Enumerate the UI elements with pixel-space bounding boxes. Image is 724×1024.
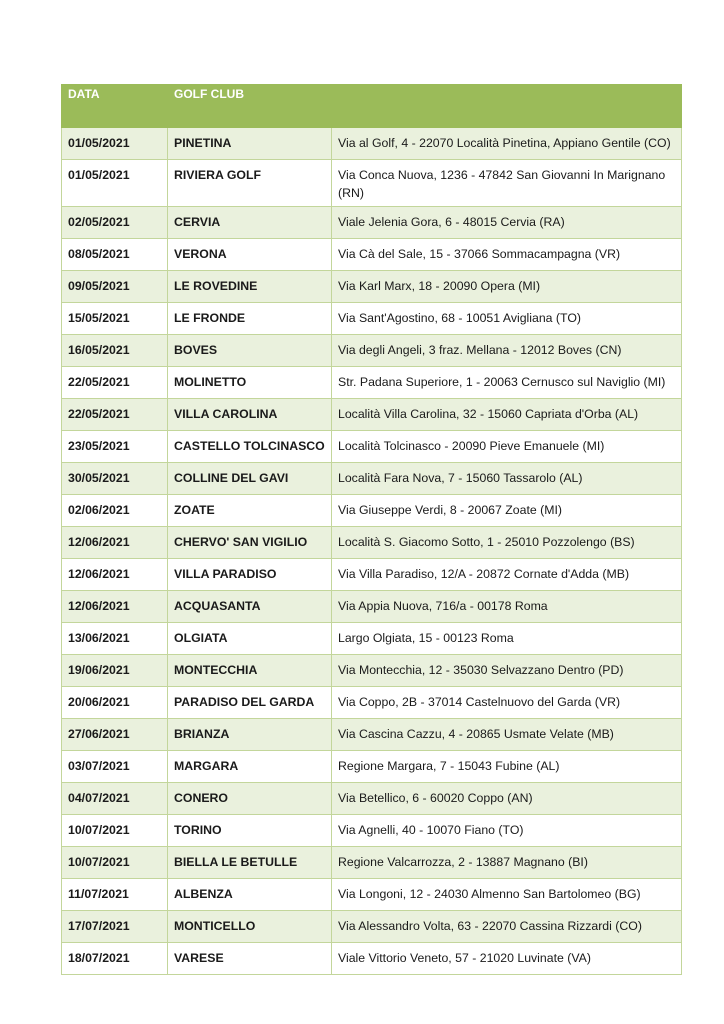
address-cell: Via Conca Nuova, 1236 - 47842 San Giovanni In Marignano (RN) bbox=[332, 160, 682, 207]
club-cell: ALBENZA bbox=[168, 879, 332, 911]
club-cell: VARESE bbox=[168, 943, 332, 975]
date-cell: 27/06/2021 bbox=[62, 719, 168, 751]
date-cell: 19/06/2021 bbox=[62, 655, 168, 687]
club-cell: BIELLA LE BETULLE bbox=[168, 847, 332, 879]
address-cell: Via Cascina Cazzu, 4 - 20865 Usmate Velate (MB) bbox=[332, 719, 682, 751]
date-cell: 04/07/2021 bbox=[62, 783, 168, 815]
address-cell: Località Tolcinasco - 20090 Pieve Emanuele (MI) bbox=[332, 431, 682, 463]
club-cell: PARADISO DEL GARDA bbox=[168, 687, 332, 719]
date-cell: 11/07/2021 bbox=[62, 879, 168, 911]
table-row bbox=[62, 335, 682, 367]
club-cell: VILLA CAROLINA bbox=[168, 399, 332, 431]
table-row bbox=[62, 911, 682, 943]
table-row bbox=[62, 271, 682, 303]
table-row bbox=[62, 160, 682, 207]
table-row bbox=[62, 128, 682, 160]
address-cell: Str. Padana Superiore, 1 - 20063 Cernusco sul Naviglio (MI) bbox=[332, 367, 682, 399]
club-cell: MARGARA bbox=[168, 751, 332, 783]
date-cell: 12/06/2021 bbox=[62, 591, 168, 623]
table-row bbox=[62, 207, 682, 239]
date-cell: 10/07/2021 bbox=[62, 847, 168, 879]
golf-schedule-table bbox=[61, 84, 682, 975]
club-cell: MOLINETTO bbox=[168, 367, 332, 399]
date-cell: 23/05/2021 bbox=[62, 431, 168, 463]
table-row bbox=[62, 783, 682, 815]
club-cell: CERVIA bbox=[168, 207, 332, 239]
address-cell: Viale Jelenia Gora, 6 - 48015 Cervia (RA) bbox=[332, 207, 682, 239]
date-cell: 02/05/2021 bbox=[62, 207, 168, 239]
address-cell: Via Montecchia, 12 - 35030 Selvazzano Dentro (PD) bbox=[332, 655, 682, 687]
club-cell: ACQUASANTA bbox=[168, 591, 332, 623]
club-cell: CONERO bbox=[168, 783, 332, 815]
date-cell: 15/05/2021 bbox=[62, 303, 168, 335]
table-row bbox=[62, 815, 682, 847]
club-cell: MONTICELLO bbox=[168, 911, 332, 943]
club-cell: RIVIERA GOLF bbox=[168, 160, 332, 207]
table-row bbox=[62, 495, 682, 527]
table-row bbox=[62, 559, 682, 591]
header-address bbox=[332, 85, 682, 128]
address-cell: Regione Margara, 7 - 15043 Fubine (AL) bbox=[332, 751, 682, 783]
date-cell: 03/07/2021 bbox=[62, 751, 168, 783]
header-row bbox=[62, 85, 682, 128]
address-cell: Via Karl Marx, 18 - 20090 Opera (MI) bbox=[332, 271, 682, 303]
date-cell: 22/05/2021 bbox=[62, 367, 168, 399]
address-cell: Via Cà del Sale, 15 - 37066 Sommacampagna (VR) bbox=[332, 239, 682, 271]
address-cell: Località Villa Carolina, 32 - 15060 Capriata d'Orba (AL) bbox=[332, 399, 682, 431]
address-cell: Via Agnelli, 40 - 10070 Fiano (TO) bbox=[332, 815, 682, 847]
address-cell: Via Giuseppe Verdi, 8 - 20067 Zoate (MI) bbox=[332, 495, 682, 527]
address-cell: Via Sant'Agostino, 68 - 10051 Avigliana (TO) bbox=[332, 303, 682, 335]
address-cell: Largo Olgiata, 15 - 00123 Roma bbox=[332, 623, 682, 655]
table-row bbox=[62, 239, 682, 271]
table-row bbox=[62, 719, 682, 751]
date-cell: 09/05/2021 bbox=[62, 271, 168, 303]
table-row bbox=[62, 303, 682, 335]
address-cell: Regione Valcarrozza, 2 - 13887 Magnano (BI) bbox=[332, 847, 682, 879]
club-cell: BOVES bbox=[168, 335, 332, 367]
table-row bbox=[62, 655, 682, 687]
address-cell: Via Appia Nuova, 716/a - 00178 Roma bbox=[332, 591, 682, 623]
club-cell: ZOATE bbox=[168, 495, 332, 527]
club-cell: PINETINA bbox=[168, 128, 332, 160]
address-cell: Via degli Angeli, 3 fraz. Mellana - 12012 Boves (CN) bbox=[332, 335, 682, 367]
table-row bbox=[62, 527, 682, 559]
club-cell: CASTELLO TOLCINASCO bbox=[168, 431, 332, 463]
address-cell: Via Villa Paradiso, 12/A - 20872 Cornate d'Adda (MB) bbox=[332, 559, 682, 591]
table-row bbox=[62, 463, 682, 495]
address-cell: Località S. Giacomo Sotto, 1 - 25010 Pozzolengo (BS) bbox=[332, 527, 682, 559]
date-cell: 17/07/2021 bbox=[62, 911, 168, 943]
date-cell: 08/05/2021 bbox=[62, 239, 168, 271]
date-cell: 02/06/2021 bbox=[62, 495, 168, 527]
date-cell: 18/07/2021 bbox=[62, 943, 168, 975]
address-cell: Località Fara Nova, 7 - 15060 Tassarolo (AL) bbox=[332, 463, 682, 495]
table-header bbox=[62, 85, 682, 128]
table-row bbox=[62, 431, 682, 463]
address-cell: Via Longoni, 12 - 24030 Almenno San Bartolomeo (BG) bbox=[332, 879, 682, 911]
club-cell: OLGIATA bbox=[168, 623, 332, 655]
table-row bbox=[62, 623, 682, 655]
club-cell: TORINO bbox=[168, 815, 332, 847]
address-cell: Via Coppo, 2B - 37014 Castelnuovo del Garda (VR) bbox=[332, 687, 682, 719]
address-cell: Via Betellico, 6 - 60020 Coppo (AN) bbox=[332, 783, 682, 815]
table-row bbox=[62, 847, 682, 879]
club-cell: LE ROVEDINE bbox=[168, 271, 332, 303]
club-cell: BRIANZA bbox=[168, 719, 332, 751]
header-date: DATA bbox=[62, 85, 168, 128]
table-row bbox=[62, 367, 682, 399]
table-body bbox=[62, 128, 682, 975]
table-row bbox=[62, 879, 682, 911]
date-cell: 13/06/2021 bbox=[62, 623, 168, 655]
table-row bbox=[62, 687, 682, 719]
table-row bbox=[62, 399, 682, 431]
club-cell: MONTECCHIA bbox=[168, 655, 332, 687]
table-row bbox=[62, 751, 682, 783]
club-cell: VERONA bbox=[168, 239, 332, 271]
address-cell: Via al Golf, 4 - 22070 Località Pinetina, Appiano Gentile (CO) bbox=[332, 128, 682, 160]
date-cell: 12/06/2021 bbox=[62, 559, 168, 591]
date-cell: 10/07/2021 bbox=[62, 815, 168, 847]
date-cell: 01/05/2021 bbox=[62, 160, 168, 207]
table-row bbox=[62, 591, 682, 623]
date-cell: 20/06/2021 bbox=[62, 687, 168, 719]
club-cell: CHERVO' SAN VIGILIO bbox=[168, 527, 332, 559]
address-cell: Via Alessandro Volta, 63 - 22070 Cassina Rizzardi (CO) bbox=[332, 911, 682, 943]
club-cell: VILLA PARADISO bbox=[168, 559, 332, 591]
table-row bbox=[62, 943, 682, 975]
header-golf-club: GOLF CLUB bbox=[168, 85, 332, 128]
date-cell: 16/05/2021 bbox=[62, 335, 168, 367]
date-cell: 22/05/2021 bbox=[62, 399, 168, 431]
date-cell: 30/05/2021 bbox=[62, 463, 168, 495]
club-cell: COLLINE DEL GAVI bbox=[168, 463, 332, 495]
date-cell: 12/06/2021 bbox=[62, 527, 168, 559]
address-cell: Viale Vittorio Veneto, 57 - 21020 Luvinate (VA) bbox=[332, 943, 682, 975]
date-cell: 01/05/2021 bbox=[62, 128, 168, 160]
club-cell: LE FRONDE bbox=[168, 303, 332, 335]
